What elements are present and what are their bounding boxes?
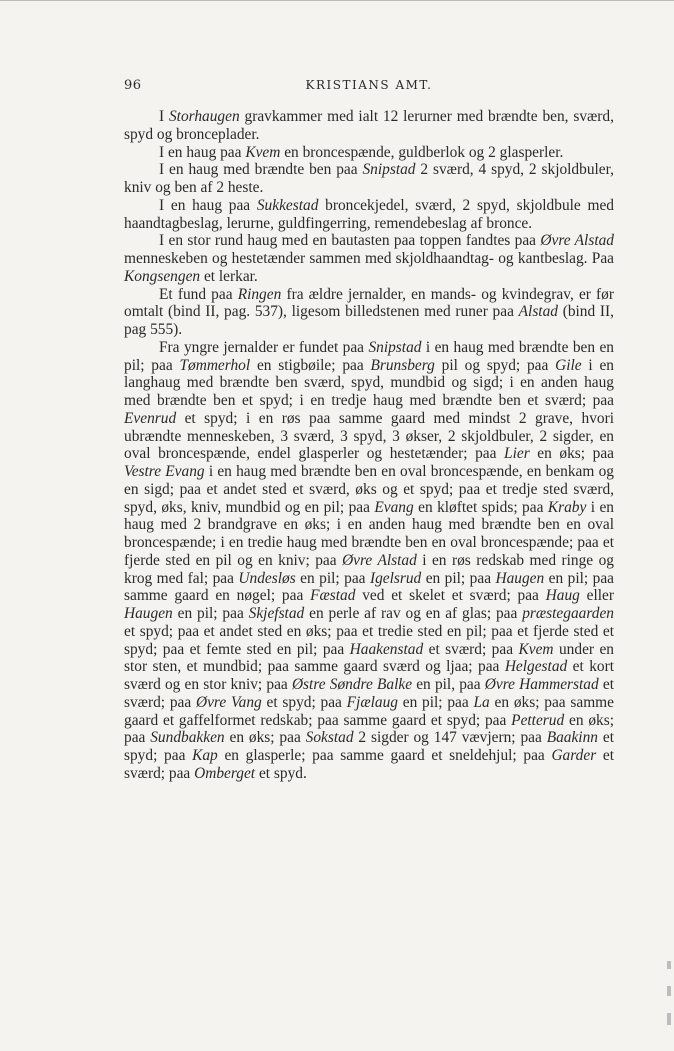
italic-place-name: Kraby xyxy=(547,498,587,516)
italic-place-name: Helgestad xyxy=(504,658,568,676)
text-run: en pil, paa xyxy=(412,676,485,693)
text-run: pil og spyd; paa xyxy=(434,356,556,374)
italic-place-name: Sokstad xyxy=(305,729,354,747)
text-run: i en røs redskab med ringe og krog med fal; paa xyxy=(124,551,614,587)
text-run: i en haug med brændte ben en pil; paa xyxy=(124,338,614,374)
text-run: et kort sværd og en stor kniv; paa xyxy=(124,658,614,693)
text-run: en øks; paa xyxy=(124,711,614,747)
text-run: en stigbøile; paa xyxy=(250,356,371,374)
italic-place-name: Haugen xyxy=(124,605,173,622)
italic-place-name: Ringen xyxy=(237,285,282,303)
italic-place-name: Alstad xyxy=(518,303,558,321)
italic-place-name: Øvre Vang xyxy=(195,693,262,711)
paragraph xyxy=(124,108,614,144)
text-run: I en haug med brændte ben paa xyxy=(159,161,363,179)
text-run: 2 sværd, 4 spyd, 2 skjoldbuler, kniv og ben af 2 heste. xyxy=(124,161,614,196)
edge-mark xyxy=(667,986,671,996)
italic-place-name: Evenrud xyxy=(124,409,177,427)
text-run: et spyd. xyxy=(255,764,307,782)
text-run: under en stor sten, et mundbid; paa samme gaard sværd og ljaa; paa xyxy=(124,640,614,676)
paragraph xyxy=(124,286,614,339)
italic-place-name: Tømmerhol xyxy=(179,356,251,374)
text-run: et spyd; paa xyxy=(124,729,614,764)
text-run: Fra yngre jernalder er fundet paa xyxy=(159,338,369,356)
italic-place-name: Haakenstad xyxy=(349,640,424,658)
text-run: I xyxy=(159,108,169,125)
italic-place-name: Østre Søndre Balke xyxy=(291,676,413,693)
page-number: 96 xyxy=(124,78,142,93)
text-run: et spyd; paa xyxy=(261,693,347,711)
italic-place-name: præstegaarden xyxy=(522,605,614,622)
page-body xyxy=(124,108,614,783)
edge-mark xyxy=(667,961,671,969)
italic-place-name: Baakinn xyxy=(546,729,598,747)
italic-place-name: Igelsrud xyxy=(369,569,422,587)
italic-place-name: Sukkestad xyxy=(256,196,319,214)
text-run: fra ældre jernalder, en mands- og kvindegrav, er før omtalt (bind II, pag. 537), ligesom billedstenen med runer paa xyxy=(124,285,614,321)
italic-place-name: Evang xyxy=(374,498,414,516)
text-run: i en haug med brændte ben en oval broncespænde, en benkam og en sigd; paa et andet sted et sværd, øks og et spyd; paa et tredje sted sværd, spyd, øks, kniv, mundbid og en pil; paa xyxy=(124,463,614,516)
text-run: gravkammer med ialt 12 lerurner med brændte ben, sværd, spyd og bronceplader. xyxy=(124,108,614,143)
text-run: en øks; paa xyxy=(224,729,306,747)
text-run: eller xyxy=(579,587,615,605)
italic-place-name: Snipstad xyxy=(362,161,416,179)
italic-place-name: Haug xyxy=(545,587,580,605)
paragraph xyxy=(124,232,614,285)
italic-place-name: Fjælaug xyxy=(346,693,398,711)
paragraph xyxy=(124,144,614,162)
italic-place-name: Øvre Alstad xyxy=(342,551,417,569)
italic-place-name: Undesløs xyxy=(238,569,296,587)
text-run: i en haug med 2 brandgrave en øks; i en anden haug med brændte ben en oval broncespænde; i en tredie haug med brændte ben en oval broncespænde; paa et fjerde sted en pil og en kniv; paa xyxy=(124,498,614,569)
italic-place-name: Sundbakken xyxy=(150,729,225,747)
text-run: en pil; paa xyxy=(421,569,496,587)
text-run: en broncespænde, guldberlok og 2 glasperler. xyxy=(280,143,564,161)
text-run: menneskeben og hestetænder sammen med skjoldhaandtag- og kantbeslag. Paa xyxy=(124,250,614,267)
text-run: ved et skelet et sværd; paa xyxy=(355,587,546,605)
italic-place-name: La xyxy=(473,693,490,711)
italic-place-name: Garder xyxy=(551,747,597,764)
text-run: (bind II, pag 555). xyxy=(124,303,615,338)
italic-place-name: Snipstad xyxy=(368,338,422,356)
text-run: en pil; paa xyxy=(295,569,370,587)
italic-place-name: Haugen xyxy=(495,569,545,587)
italic-place-name: Kvem xyxy=(518,640,554,658)
text-run: i en langhaug med brændte ben sværd, spyd, mundbid og sigd; i en anden haug med brændte ben et spyd; i en tredje haug med brændte ben et sværd; paa xyxy=(124,356,615,409)
text-run: en kløftet spids; paa xyxy=(413,498,548,516)
text-run: broncekjedel, sværd, 2 spyd, skjoldbule med haandtagbeslag, lerurne, guldfingerring, remendebeslag af bronce. xyxy=(124,196,614,232)
italic-place-name: Brunsberg xyxy=(370,356,435,374)
text-run: en øks; paa xyxy=(529,445,614,463)
text-run: en pil; paa xyxy=(397,693,474,711)
text-run: I en haug paa xyxy=(159,196,257,214)
paragraph xyxy=(124,197,614,233)
italic-place-name: Skjefstad xyxy=(248,605,305,622)
text-run: et sværd; paa xyxy=(124,747,614,782)
paragraph xyxy=(124,161,614,197)
text-run: et sværd; paa xyxy=(423,640,519,658)
italic-place-name: Gile xyxy=(555,356,582,374)
italic-place-name: Petterud xyxy=(511,711,565,729)
edge-mark xyxy=(667,1013,671,1025)
italic-place-name: Storhaugen xyxy=(168,108,240,125)
text-run: en pil; paa xyxy=(172,605,249,622)
text-run: et sværd; paa xyxy=(124,676,615,711)
text-run: et spyd; i en røs paa samme gaard med mindst 2 grave, hvori ubrændte menneskeben, 3 sværd, 3 spyd, 3 økser, 2 skjoldbuler, 2 sigder, en oval broncespænde, endel glasperler og hestetænder; paa xyxy=(124,409,614,463)
text-run: I en haug paa xyxy=(159,143,246,161)
text-run: 2 sigder og 147 vævjern; paa xyxy=(353,729,547,747)
paragraph xyxy=(124,339,614,783)
text-run: en perle af rav og en af glas; paa xyxy=(304,605,523,622)
running-title: KRISTIANS AMT. xyxy=(305,78,433,92)
text-run: I en stor rund haug med en bautasten paa toppen fandtes paa xyxy=(159,232,541,250)
italic-place-name: Lier xyxy=(504,445,530,463)
italic-place-name: Vestre Evang xyxy=(124,463,205,480)
text-run: en pil; paa samme gaard en nøgel; paa xyxy=(124,569,614,605)
italic-place-name: Øvre Alstad xyxy=(540,232,614,250)
italic-place-name: Kvem xyxy=(245,143,281,161)
italic-place-name: Kongsengen xyxy=(124,267,201,285)
italic-place-name: Omberget xyxy=(194,764,256,782)
text-run: et lerkar. xyxy=(200,267,258,285)
italic-place-name: Øvre Hammerstad xyxy=(484,676,599,693)
text-run: et spyd; paa et andet sted en øks; paa et tredie sted en pil; paa et fjerde sted et spyd; paa et femte sted en pil; paa xyxy=(124,622,614,658)
text-run: en glasperle; paa samme gaard et sneldehjul; paa xyxy=(217,747,552,764)
text-run: Et fund paa xyxy=(159,285,238,303)
italic-place-name: Kap xyxy=(192,747,218,764)
italic-place-name: Fæstad xyxy=(310,587,356,605)
text-run: en øks; paa samme gaard et gaffelformet redskab; paa samme gaard et spyd; paa xyxy=(124,693,614,729)
